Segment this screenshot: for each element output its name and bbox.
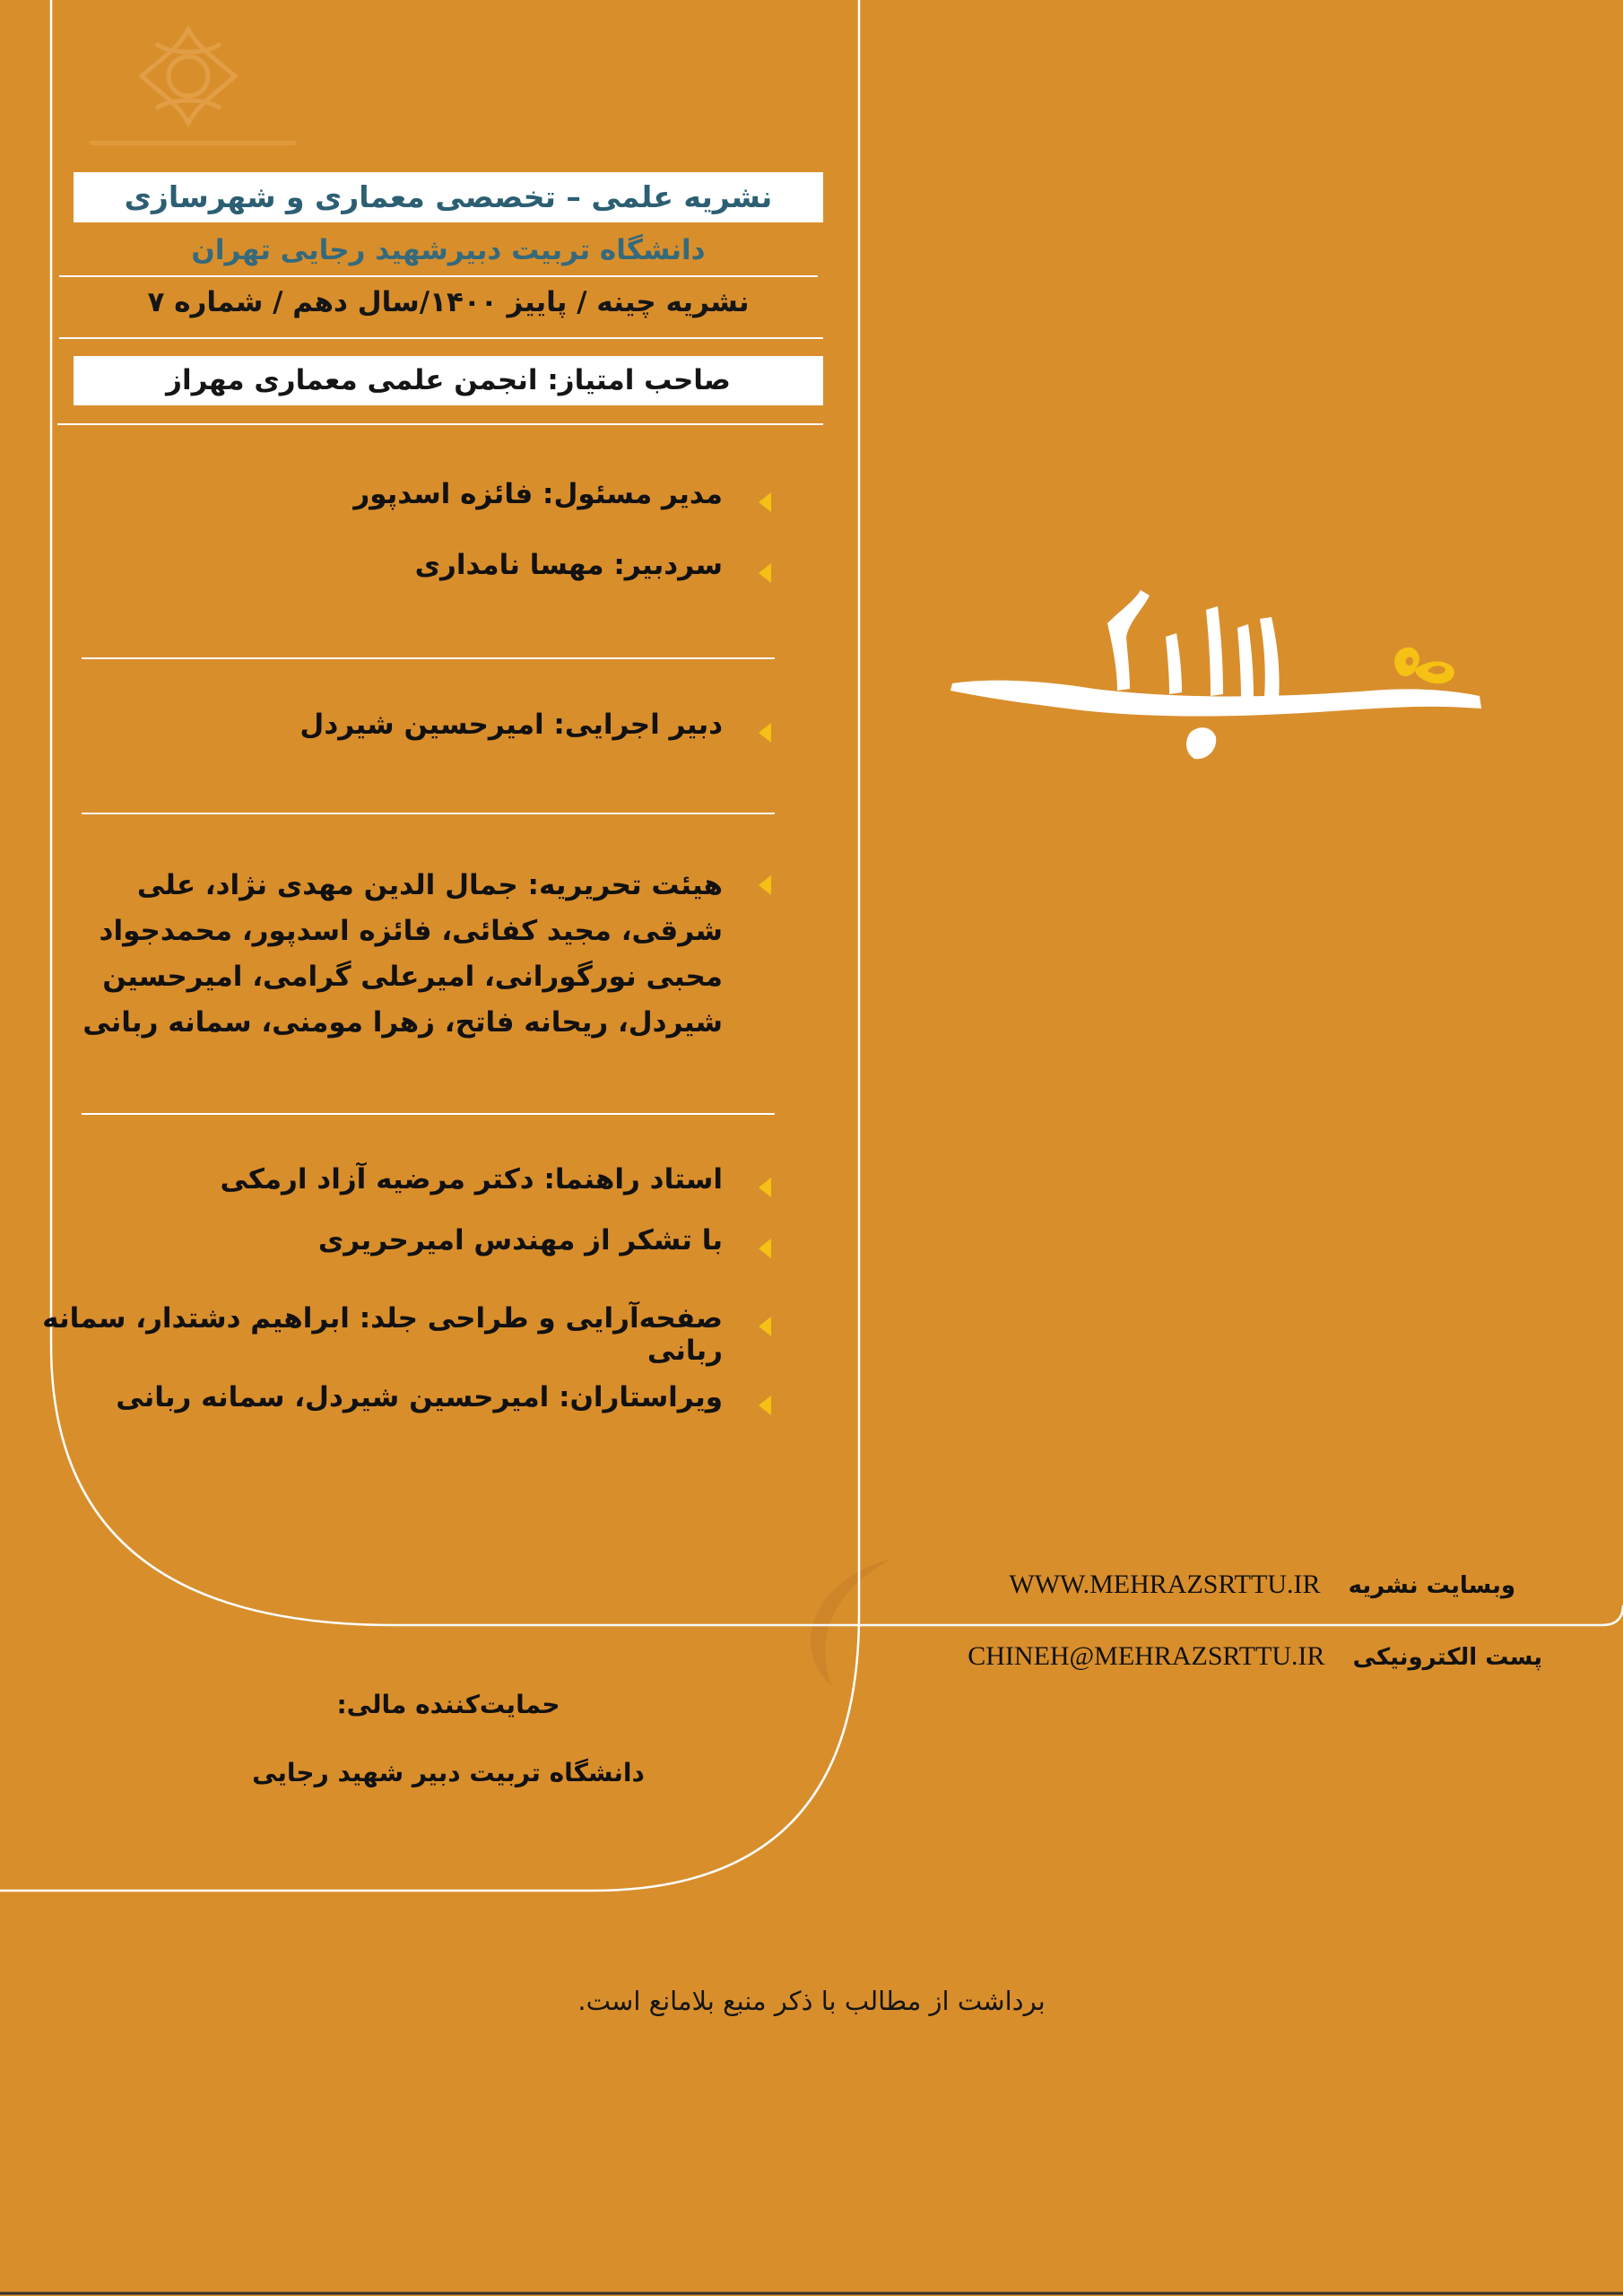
credit-director: مدیر مسئول: فائزه اسدپور: [41, 478, 723, 510]
owner-text: صاحب امتیاز: انجمن علمی معماری مهراز: [166, 364, 731, 396]
website-label: وبسایت نشریه: [1348, 1572, 1515, 1599]
bullet-triangle-icon: [759, 723, 771, 743]
calligraphy-logo: [950, 574, 1515, 789]
sponsor-label: حمایت‌کننده مالی:: [336, 1690, 560, 1719]
bullet-triangle-icon: [759, 492, 771, 512]
sponsor-name: دانشگاه تربیت دبیر شهید رجایی: [252, 1758, 645, 1787]
issue-info: نشریه چینه / پاییز ۱۴۰۰/سال دهم / شماره ۷: [147, 286, 750, 318]
credit-editorial-board: هیئت تحریریه: جمال الدین مهدی نژاد، علی شرقی، مجید کفائی، فائزه اسدپور، محمدجواد محبی نورگورانی، امیرعلی گرامی، امیرحسین شیردل، ریحانه فاتح، زهرا مومنی، سمانه ربانی: [41, 863, 723, 1046]
bullet-triangle-icon: [759, 1239, 771, 1258]
credit-advisor: استاد راهنما: دکتر مرضیه آزاد ارمکی: [41, 1163, 723, 1196]
copyright-notice: برداشت از مطالب با ذکر منبع بلامانع است.: [577, 1986, 1046, 2016]
website-row: [915, 1570, 1515, 1600]
credit-layout-design: صفحه‌آرایی و طراحی جلد: ابراهیم دشتدار، سمانه ربانی: [41, 1302, 723, 1367]
journal-title-box: [74, 172, 823, 222]
bullet-triangle-icon: [759, 1396, 771, 1415]
email-row: [915, 1641, 1542, 1672]
credit-executive-editor: دبیر اجرایی: امیرحسین شیردل: [41, 709, 723, 741]
watermark-arc: [811, 1559, 892, 1686]
credit-thanks: با تشکر از مهندس امیرحریری: [41, 1224, 723, 1257]
logo-caption-watermark: [90, 139, 296, 148]
bullet-triangle-icon: [759, 1178, 771, 1197]
email-link[interactable]: CHINEH@MEHRAZSRTTU.IR: [968, 1641, 1325, 1671]
credit-chief-editor: سردبیر: مهسا نامداری: [41, 549, 723, 581]
bullet-triangle-icon: [759, 1317, 771, 1336]
bullet-triangle-icon: [759, 875, 771, 895]
bullet-triangle-icon: [759, 563, 771, 583]
email-label: پست الکترونیکی: [1352, 1644, 1542, 1671]
website-link[interactable]: WWW.MEHRAZSRTTU.IR: [1009, 1570, 1321, 1599]
owner-box: [74, 356, 823, 405]
university-name: دانشگاه تربیت دبیرشهید رجایی تهران: [191, 234, 706, 266]
logo-watermark: [135, 22, 242, 130]
journal-title: نشریه علمی – تخصصی معماری و شهرسازی: [124, 179, 773, 214]
credit-proofreaders: ویراستاران: امیرحسین شیردل، سمانه ربانی: [41, 1381, 723, 1413]
